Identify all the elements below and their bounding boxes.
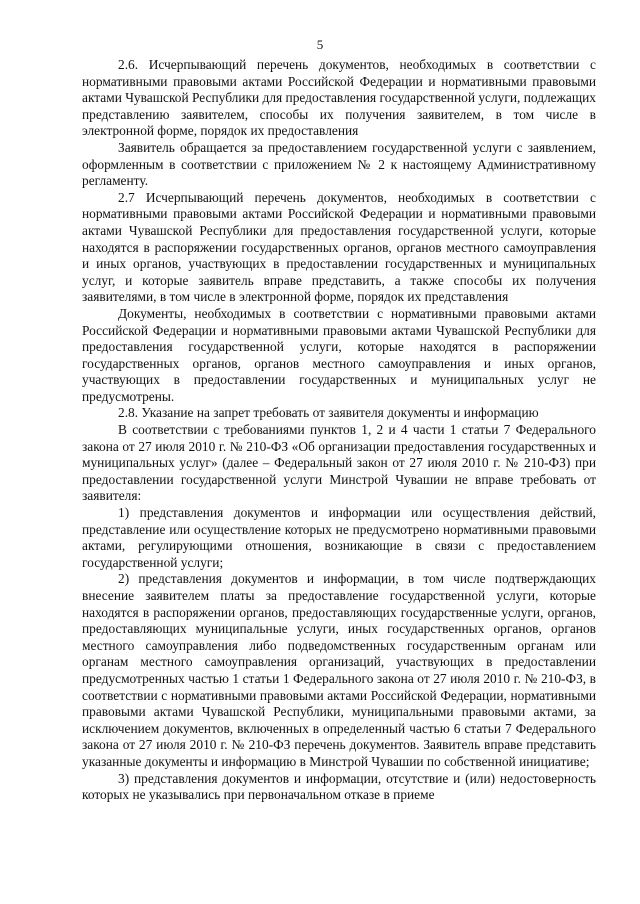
paragraph-application-form: Заявитель обращается за предоставлением государственной услуги с заявлением, оформленным в соответствии с приложением № 2 к настоящему Административному регламенту.	[82, 139, 596, 189]
paragraph-2-8-heading: 2.8. Указание на запрет требовать от заявителя документы и информацию	[118, 405, 539, 421]
paragraph-item-2: 2) представления документов и информации, в том числе подтверждающих внесение заявителем платы за предоставление государственной услуги, которые находятся в распоряжении органов, предоставляющих государственные услуги, органов, предоставляющих муниципальные услуги, иных государственных органов, органов местного самоуправления либо подведомственных государственным органам или органам местного самоуправления организаций, участвующих в предоставлении предусмотренных частью 1 статьи 1 Федерального закона от 27 июля 2010 г. № 210-ФЗ, в соответствии с нормативными правовыми актами Российской Федерации, нормативными правовыми актами Чувашской Республики, муниципальными правовыми актами, за исключением документов, включенных в определенный частью 6 статьи 7 Федерального закона от 27 июля 2010 г. № 210-ФЗ перечень документов. Заявитель вправе представить указанные документы и информацию в Минстрой Чувашии по собственной инициативе;	[82, 571, 596, 769]
paragraph-2-7-heading: 2.7 Исчерпывающий перечень документов, необходимых в соответствии с нормативными правовыми актами Российской Федерации и нормативными правовыми актами Чувашской Республики для предоставления государственной услуги, которые находятся в распоряжении государственных органов, органов местного самоуправления и иных органов, участвующих в предоставлении государственных и муниципальных услуг, и которые заявитель вправе представить, а также способы их получения заявителями, в том числе в электронной форме, порядок их представления	[82, 189, 596, 305]
paragraph-2-6-heading: 2.6. Исчерпывающий перечень документов, необходимых в соответствии с нормативными правовыми актами Российской Федерации и нормативными правовыми актами Чувашской Республики для предоставления государственной услуги, подлежащих представлению заявителем, способы их получения заявителем, в том числе в электронной форме, порядок их предоставления	[82, 57, 596, 139]
document-body	[82, 57, 596, 804]
paragraph-federal-law-requirements: В соответствии с требованиями пунктов 1, 2 и 4 части 1 статьи 7 Федерального закона от 27 июля 2010 г. № 210-ФЗ «Об организации предоставления государственных и муниципальных услуг» (далее – Федеральный закон от 27 июля 2010 г. № 210-ФЗ) при предоставлении государственной услуги Минстрой Чувашии не вправе требовать от заявителя:	[82, 422, 596, 504]
paragraph-item-3: 3) представления документов и информации, отсутствие и (или) недостоверность которых не указывались при первоначальном отказе в приеме	[82, 770, 596, 803]
page-number: 5	[316, 37, 324, 52]
paragraph-item-1: 1) представления документов и информации или осуществления действий, представление или осуществление которых не предусмотрено нормативными правовыми актами, регулирующими отношения, возникающие в связи с предоставлением государственной услуги;	[82, 505, 596, 570]
paragraph-documents-not-required: Документы, необходимых в соответствии с нормативными правовыми актами Российской Федерации и нормативными правовыми актами Чувашской Республики для предоставления государственной услуги, которые находятся в распоряжении государственных органов, органов местного самоуправления и иных органов, участвующих в предоставлении государственных и муниципальных услуг не предусмотрены.	[82, 305, 596, 404]
